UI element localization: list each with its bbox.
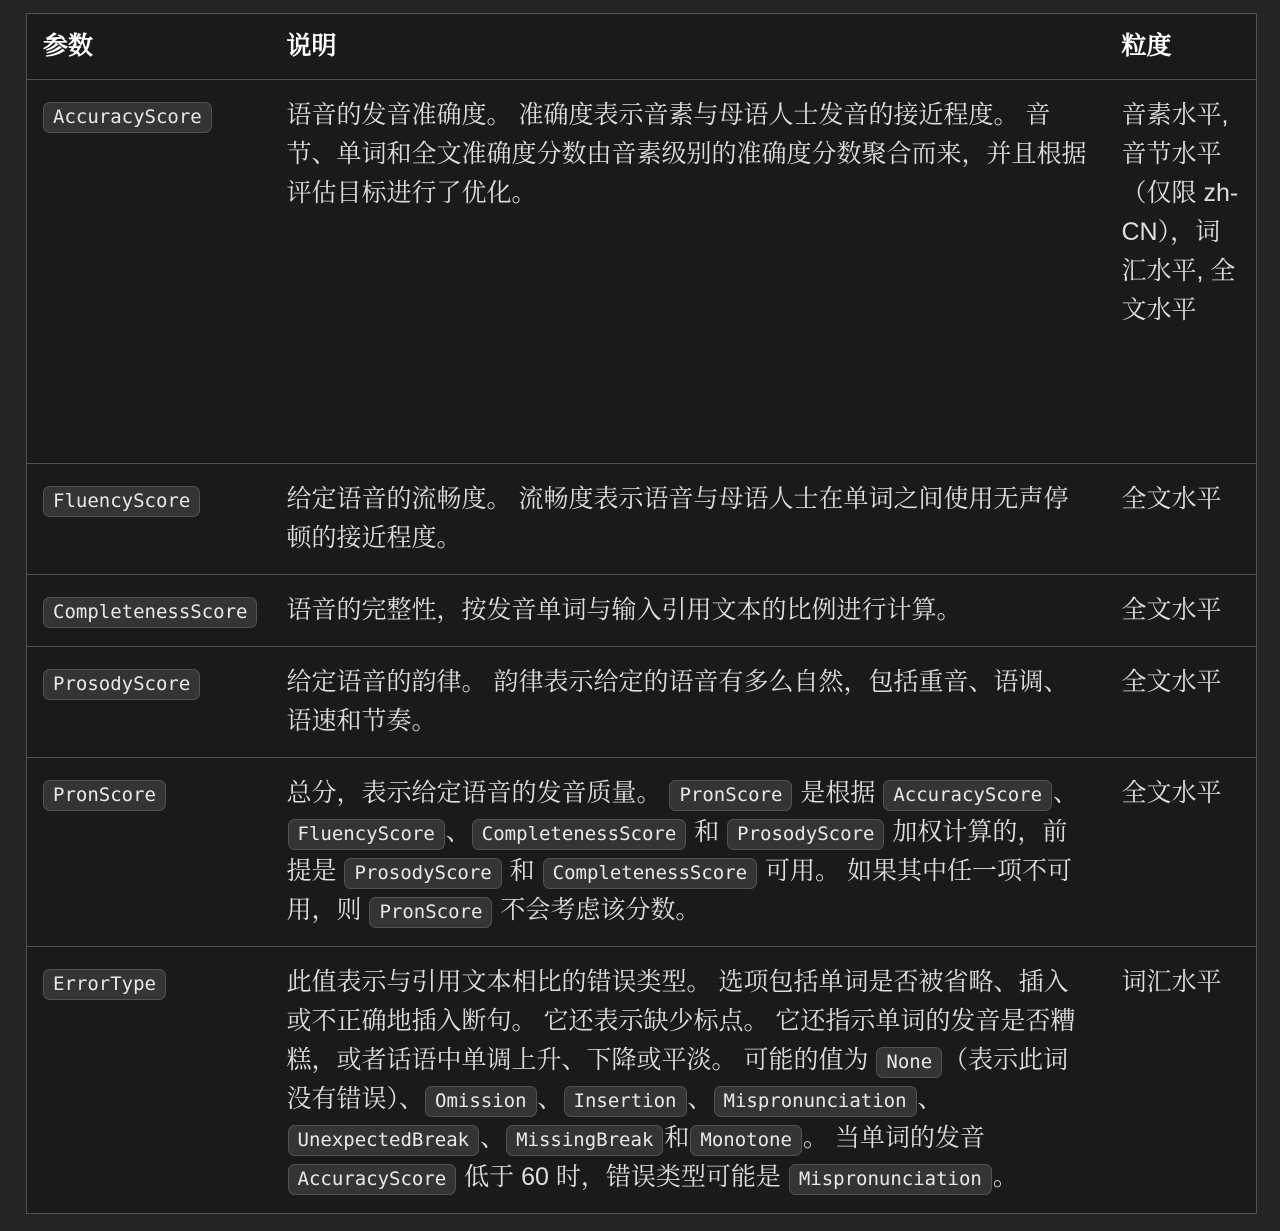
param-code-badge: PronScore <box>43 780 166 811</box>
inline-code-badge: ProsodyScore <box>344 858 501 889</box>
parameter-cell <box>27 647 271 758</box>
column-header-parameter: 参数 <box>43 32 94 60</box>
inline-code-badge: Omission <box>425 1086 537 1117</box>
inline-code-badge: Monotone <box>690 1125 802 1156</box>
description-cell: 给定语音的韵律。 韵律表示给定的语音有多么自然，包括重音、语调、语速和节奏。 <box>271 647 1106 758</box>
inline-code-badge: AccuracyScore <box>288 1164 457 1195</box>
description-cell: 语音的发音准确度。 准确度表示音素与母语人士发音的接近程度。 音节、单词和全文准确度分数由音素级别的准确度分数聚合而来，并且根据评估目标进行了优化。 <box>271 80 1106 464</box>
granularity-cell: 词汇水平 <box>1106 947 1257 1214</box>
inline-code-badge: Insertion <box>564 1086 687 1117</box>
inline-code-badge: FluencyScore <box>288 819 445 850</box>
granularity-cell: 全文水平 <box>1106 464 1257 575</box>
description-cell: 总分，表示给定语音的发音质量。 PronScore 是根据 AccuracyScore 、FluencyScore 、 CompletenessScore 和 ProsodyScore 加权计算的，前提是 ProsodyScore 和 CompletenessScore 可用。 如果其中任一项不可用，则 PronScore 不会考虑该分数。 <box>271 758 1106 947</box>
inline-code-badge: MissingBreak <box>506 1125 663 1156</box>
inline-code-badge: PronScore <box>669 780 792 811</box>
param-code-badge: ProsodyScore <box>43 669 200 700</box>
description-cell: 此值表示与引用文本相比的错误类型。 选项包括单词是否被省略、插入或不正确地插入断句。 它还表示缺少标点。 它还指示单词的发音是否糟糕，或者话语中单调上升、下降或平淡。 可能的值为 None （表示此词没有错误）、 Omission 、 Insertion 、 Mispronunciation 、UnexpectedBreak 、 MissingBreak 和 Monotone 。 当单词的发音 AccuracyScore 低于 60 时，错误类型可能是 Mispronunciation 。 <box>271 947 1106 1214</box>
parameter-cell <box>27 947 271 1214</box>
table-row-fluencyscore <box>27 464 1257 575</box>
inline-code-badge: PronScore <box>369 897 492 928</box>
parameter-cell <box>27 575 271 647</box>
parameter-cell <box>27 758 271 947</box>
granularity-cell: 全文水平 <box>1106 575 1257 647</box>
table-row-completenessscore <box>27 575 1257 647</box>
param-code-badge: AccuracyScore <box>43 102 212 133</box>
parameter-cell <box>27 80 271 464</box>
table-row-accuracyscore <box>27 80 1257 464</box>
description-cell: 给定语音的流畅度。 流畅度表示语音与母语人士在单词之间使用无声停顿的接近程度。 <box>271 464 1106 575</box>
inline-code-badge: AccuracyScore <box>883 780 1052 811</box>
parameter-cell <box>27 464 271 575</box>
column-header-description: 说明 <box>286 32 337 60</box>
description-cell: 语音的完整性，按发音单词与输入引用文本的比例进行计算。 <box>271 575 1106 647</box>
header-row <box>27 14 1257 80</box>
inline-code-badge: Mispronunciation <box>789 1164 992 1195</box>
table-row-prosodyscore <box>27 647 1257 758</box>
inline-code-badge: None <box>876 1047 942 1078</box>
column-header-granularity: 粒度 <box>1121 32 1172 60</box>
inline-code-badge: CompletenessScore <box>472 819 686 850</box>
inline-code-badge: UnexpectedBreak <box>288 1125 480 1156</box>
granularity-cell: 全文水平 <box>1106 647 1257 758</box>
table-row-pronscore <box>27 758 1257 947</box>
inline-code-badge: CompletenessScore <box>543 858 757 889</box>
granularity-cell: 全文水平 <box>1106 758 1257 947</box>
param-code-badge: ErrorType <box>43 969 166 1000</box>
inline-code-badge: ProsodyScore <box>727 819 884 850</box>
table-row-errortype <box>27 947 1257 1214</box>
pronunciation-parameters-table <box>26 13 1257 1214</box>
inline-code-badge: Mispronunciation <box>714 1086 917 1117</box>
param-code-badge: CompletenessScore <box>43 597 257 628</box>
granularity-cell: 音素水平, 音节水平（仅限 zh-CN），词汇水平, 全文水平 <box>1106 80 1257 464</box>
param-code-badge: FluencyScore <box>43 486 200 517</box>
